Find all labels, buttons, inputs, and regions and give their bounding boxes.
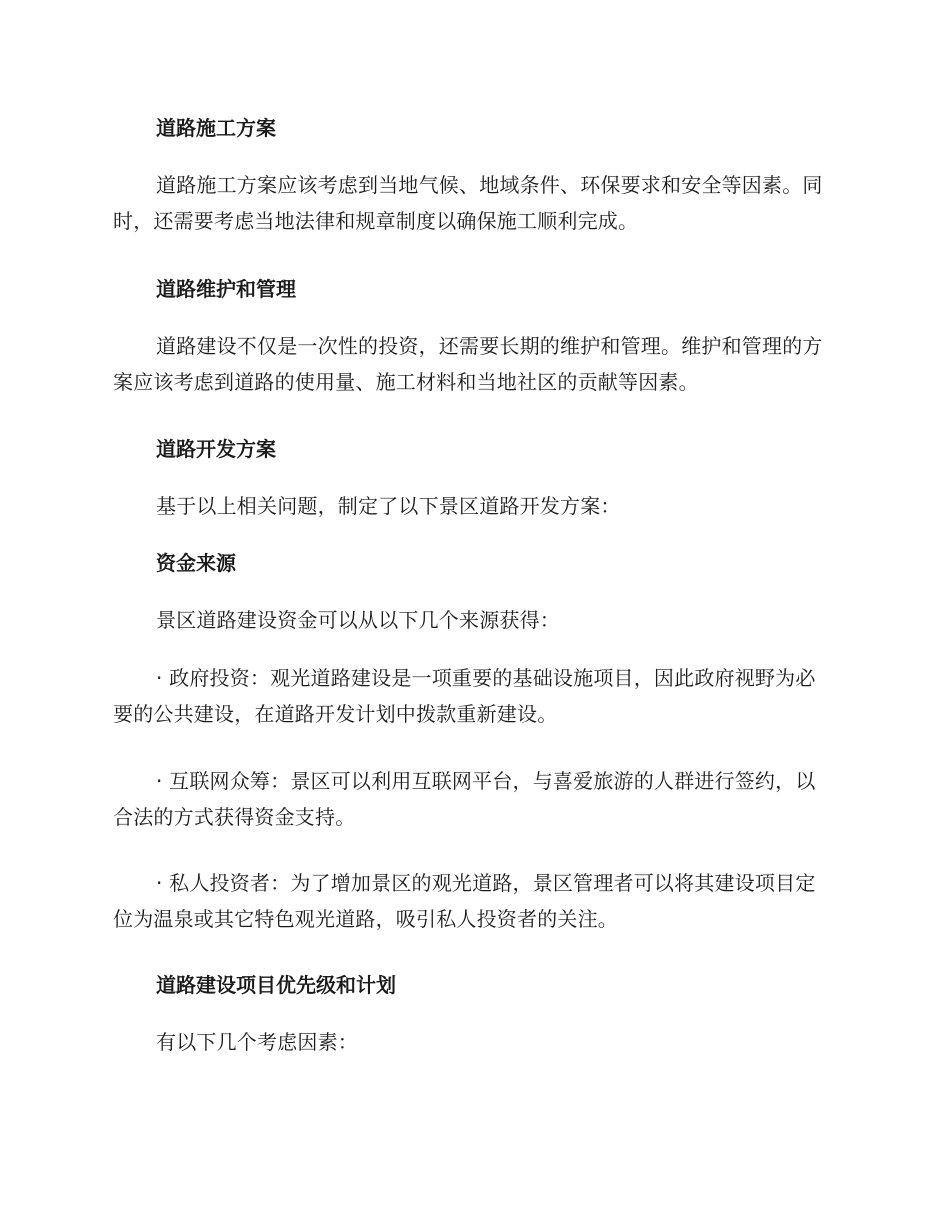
paragraph-construction-plan: 道路施工方案应该考虑到当地气候、地域条件、环保要求和安全等因素。同时，还需要考虑当地法律和规章制度以确保施工顺利完成。 [113, 173, 823, 233]
section-heading-road-maintenance: 道路维护和管理 [156, 277, 296, 301]
paragraph-maintenance: 道路建设不仅是一次性的投资，还需要长期的维护和管理。维护和管理的方案应该考虑到道路的使用量、施工材料和当地社区的贡献等因素。 [113, 334, 823, 394]
section-heading-road-construction-plan: 道路施工方案 [156, 116, 276, 140]
paragraph-development-intro: 基于以上相关问题，制定了以下景区道路开发方案： [156, 494, 621, 518]
section-heading-funding-sources: 资金来源 [156, 551, 236, 575]
paragraph-considerations: 有以下几个考虑因素： [156, 1030, 358, 1054]
list-item-private-investors: · 私人投资者：为了增加景区的观光道路，景区管理者可以将其建设项目定位为温泉或其它特色观光道路，吸引私人投资者的关注。 [113, 871, 816, 931]
list-item-government-investment: · 政府投资：观光道路建设是一项重要的基础设施项目，因此政府视野为必要的公共建设，在道路开发计划中拨款重新建设。 [113, 666, 816, 726]
section-heading-road-development-plan: 道路开发方案 [156, 437, 276, 461]
section-heading-project-priority-and-plan: 道路建设项目优先级和计划 [156, 973, 396, 997]
paragraph-funding-intro: 景区道路建设资金可以从以下几个来源获得： [156, 608, 560, 632]
list-item-internet-crowdfunding: · 互联网众筹：景区可以利用互联网平台，与喜爱旅游的人群进行签约，以合法的方式获得资金支持。 [113, 769, 816, 829]
